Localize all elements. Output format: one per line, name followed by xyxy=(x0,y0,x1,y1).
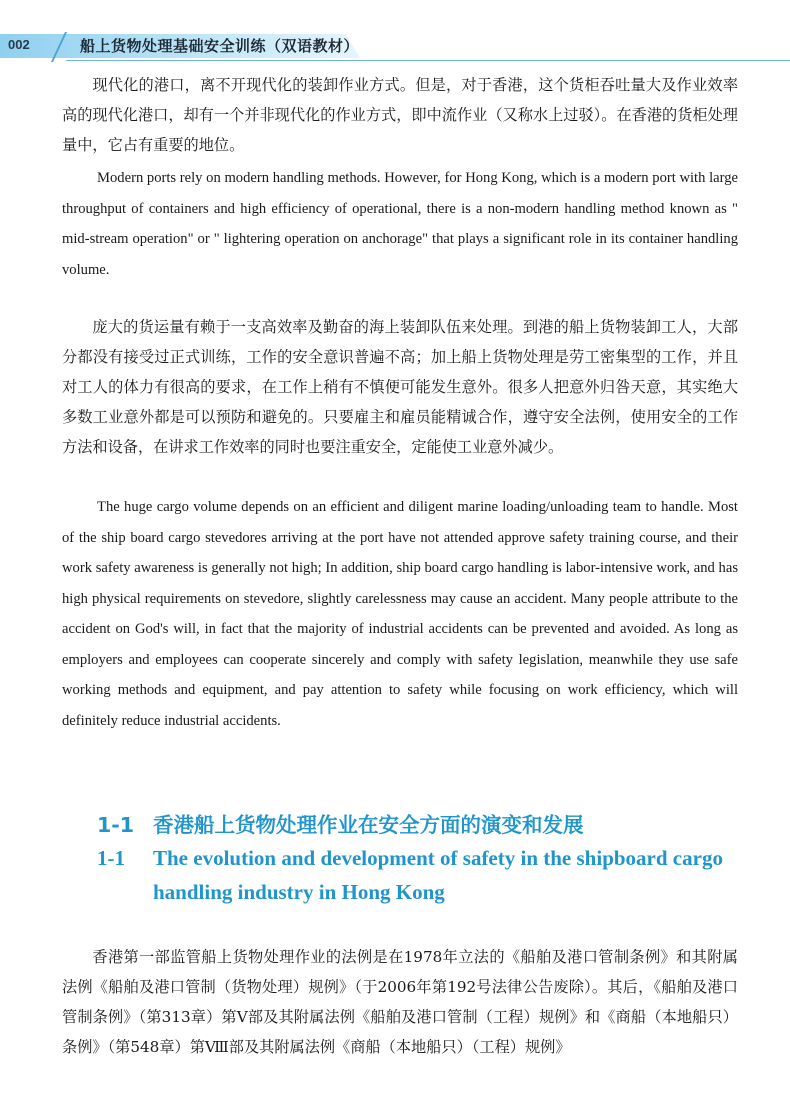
body-text-en: The huge cargo volume depends on an efficient and diligent marine loading/unloading team to handle. Most of the ship board cargo stevedores arriving at the port have not attended approve safety training course, and their work safety awareness is generally not high; In addition, ship board cargo handling is labor-intensive work, and has high physical requirements on stevedore, slightly carelessness may cause an accident. Many people attribute to the accident on God's will, in fact that the majority of industrial accidents can be prevented and avoided. As long as employers and employees can cooperate sincerely and comply with safety legislation, meanwhile they use safe working methods and equipment, and pay attention to safety while focusing on work efficiency, which will definitely reduce industrial accidents. xyxy=(62,499,738,729)
page-number: 002 xyxy=(8,37,30,52)
section-title-en: The evolution and development of safety in the shipboard cargo handling industry in Hong Kong xyxy=(153,846,723,904)
section-heading-en xyxy=(97,841,737,904)
section-heading-zh xyxy=(97,808,584,838)
paragraph-3-zh xyxy=(62,942,738,1062)
book-title: 船上货物处理基础安全训练（双语教材） xyxy=(80,37,360,55)
page-header xyxy=(0,30,790,64)
body-text-en: Modern ports rely on modern handling methods. However, for Hong Kong, which is a modern port with large throughput of containers and high efficiency of operational, there is a non-modern handling method known as " mid-stream operation" or " lightering operation on anchorage" that plays a significant role in its container handling volume. xyxy=(62,170,738,278)
paragraph-1-en xyxy=(62,163,738,285)
header-rule xyxy=(66,60,790,61)
paragraph-2-zh xyxy=(62,312,738,462)
paragraph-2-en xyxy=(62,492,738,736)
body-text-zh: 香港第一部监管船上货物处理作业的法例是在1978年立法的《船舶及港口管制条例》和其附属法例《船舶及港口管制（货物处理）规例》（于2006年第192号法律公告废除）。其后，《船舶及港口管制条例》（第313章）第Ⅴ部及其附属法例《船舶及港口管制（工程）规例》和《商船（本地船只）条例》（第548章）第Ⅷ部及其附属法例《商船（本地船只）（工程）规例》 xyxy=(62,948,738,1056)
body-text-zh: 现代化的港口，离不开现代化的装卸作业方式。但是，对于香港，这个货柜吞吐量大及作业效率高的现代化港口，却有一个并非现代化的作业方式，即中流作业（又称水上过驳）。在香港的货柜处理量中，它占有重要的地位。 xyxy=(62,76,738,154)
section-number-zh: 1-1 xyxy=(97,813,135,837)
paragraph-1-zh xyxy=(62,70,738,160)
body-text-zh: 庞大的货运量有赖于一支高效率及勤奋的海上装卸队伍来处理。到港的船上货物装卸工人，大部分都没有接受过正式训练，工作的安全意识普遍不高；加上船上货物处理是劳工密集型的工作，并且对工人的体力有很高的要求，在工作上稍有不慎便可能发生意外。很多人把意外归咎天意，其实绝大多数工业意外都是可以预防和避免的。只要雇主和雇员能精诚合作，遵守安全法例，使用安全的工作方法和设备，在讲求工作效率的同时也要注重安全，定能使工业意外减少。 xyxy=(62,318,738,456)
section-title-zh: 香港船上货物处理作业在安全方面的演变和发展 xyxy=(153,813,584,837)
section-number-en: 1-1 xyxy=(97,846,125,870)
